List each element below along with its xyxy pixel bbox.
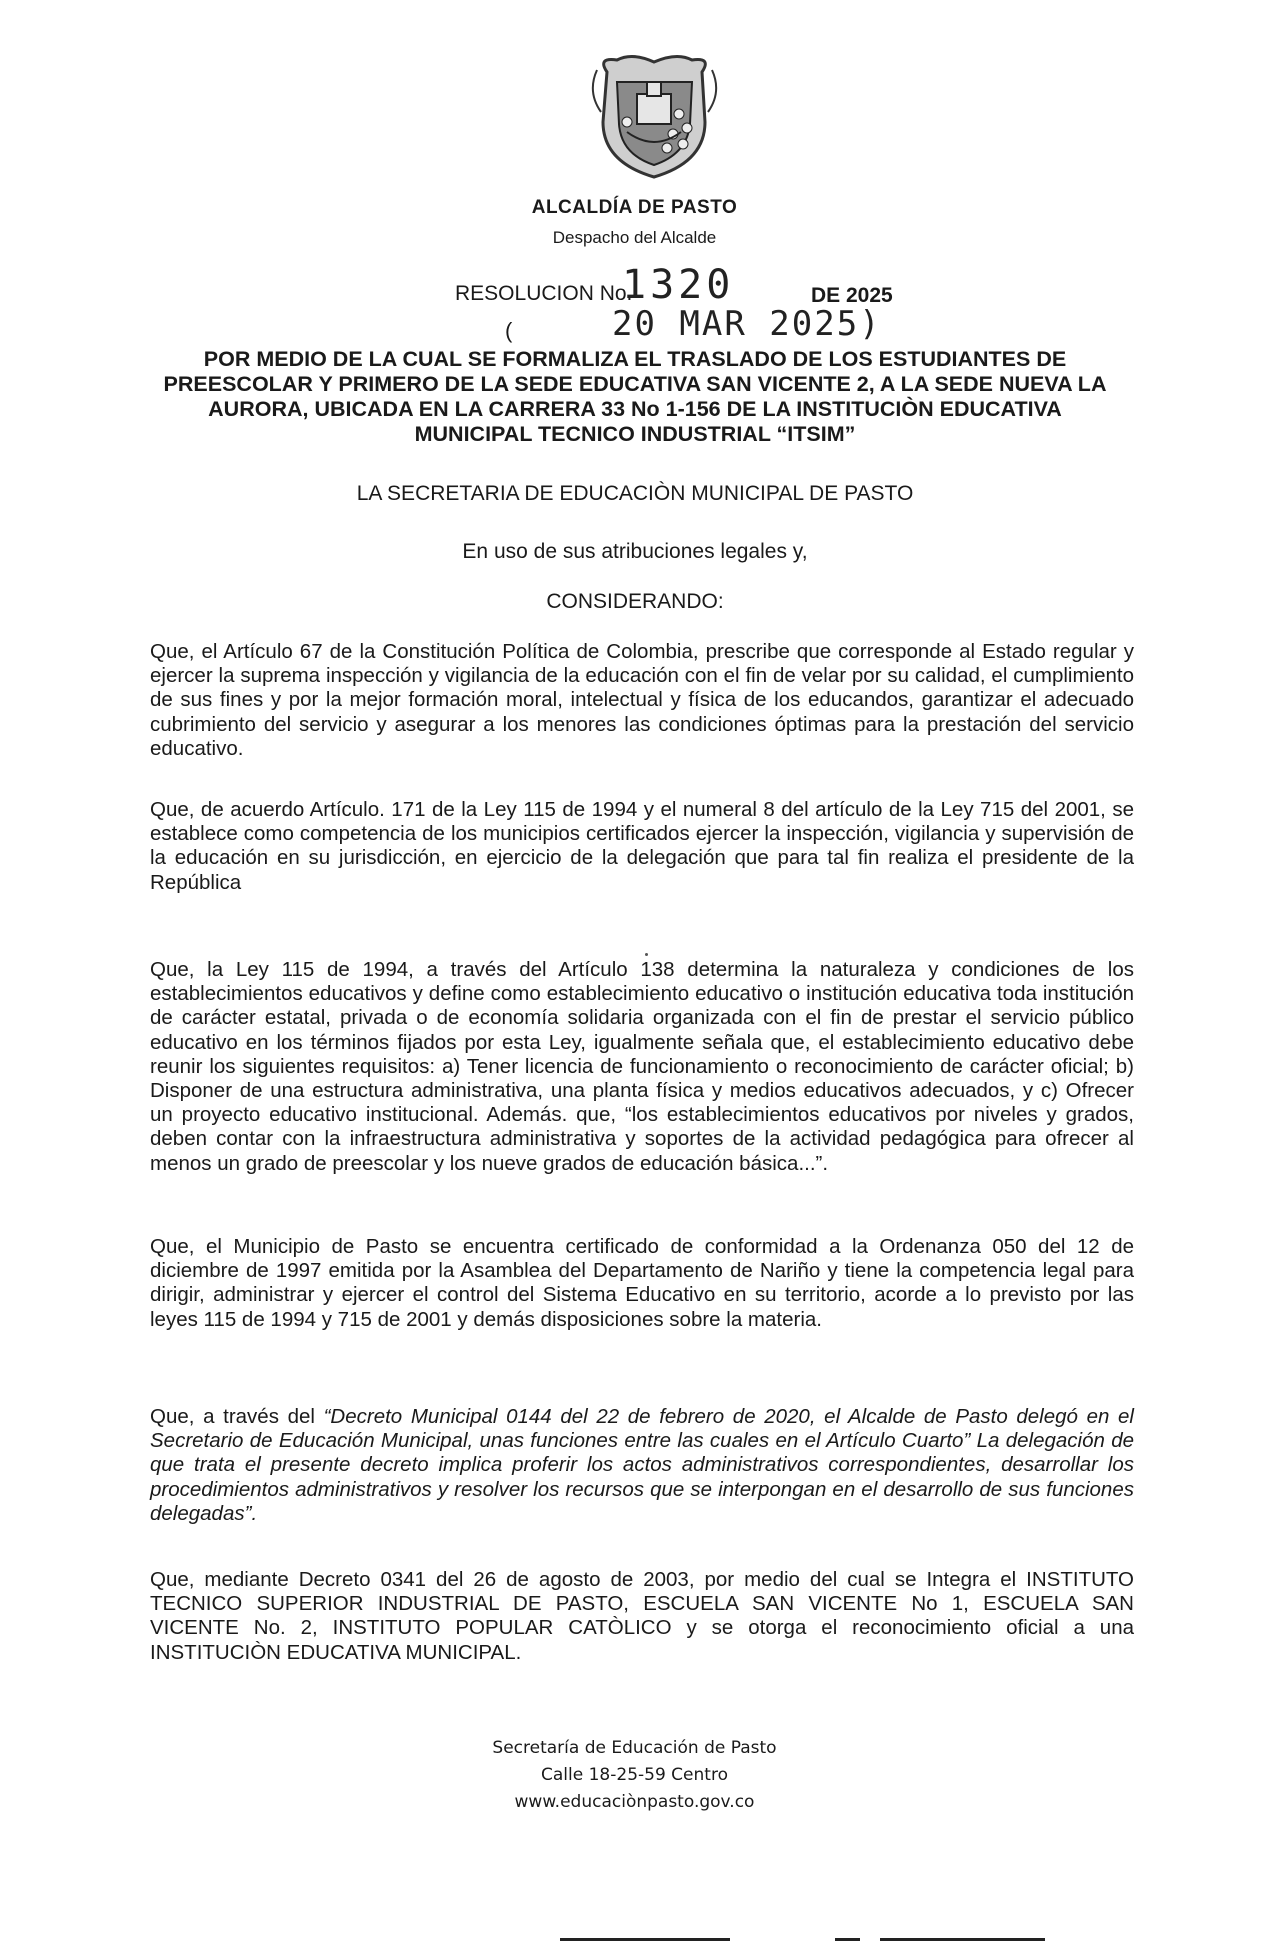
resolution-title: POR MEDIO DE LA CUAL SE FORMALIZA EL TRASLADO DE LOS ESTUDIANTES DE PREESCOLAR Y PRIMERO DE LA SEDE EDUCATIVA SAN VICENTE 2, A LA SEDE NUEVA LA AURORA, UBICADA EN LA CARRERA 33 No 1-156 DE LA INSTITUCIÒN EDUCATIVA MUNICIPAL TECNICO INDUSTRIAL “ITSIM” [163, 347, 1107, 446]
paragraph-6: Que, mediante Decreto 0341 del 26 de agosto de 2003, por medio del cual se Integra el INSTITUTO TECNICO SUPERIOR INDUSTRIAL DE PASTO, ESCUELA SAN VICENTE No 1, ESCUELA SAN VICENTE No. 2, INSTITUTO POPULAR CATÒLICO y se otorga el reconocimiento oficial a una INSTITUCIÒN EDUCATIVA MUNICIPAL. [150, 1568, 1134, 1664]
resolution-label: RESOLUCION No. [455, 282, 633, 305]
footer-office: Secretaría de Educación de Pasto [492, 1738, 777, 1758]
footer-website: www.educaciònpasto.gov.co [514, 1792, 755, 1812]
footer-address: Calle 18-25-59 Centro [541, 1765, 728, 1785]
resolution-year: DE 2025 [811, 284, 893, 307]
date-open-paren: ( [505, 318, 513, 343]
paragraph-5 [150, 1405, 1134, 1526]
bottom-rule [835, 1938, 860, 1941]
paragraph-5-lead: Que, a través del [150, 1405, 315, 1428]
issuing-authority: LA SECRETARIA DE EDUCACIÒN MUNICIPAL DE PASTO [356, 482, 914, 505]
paragraph-2: Que, de acuerdo Artículo. 171 de la Ley 115 de 1994 y el numeral 8 del artículo de la Ley 715 del 2001, se establece como competencia de los municipios certificados ejercer la inspección, vigilancia y supervisión de la educación en su jurisdicción, en ejercicio de la delegación que para tal fin realiza el presidente de la República [150, 798, 1134, 894]
coat-of-arms-icon [587, 52, 722, 182]
paragraph-5-quote: “Decreto Municipal 0144 del 22 de febrero de 2020, el Alcalde de Pasto delegó en el Secretario de Educación Municipal, unas funciones entre las cuales en el Artículo Cuarto” La delegación de que trata el presente decreto implica proferir los actos administrativos correspondientes, desarrollar los procedimientos administrativos y resolver los recursos que se interpongan en el desarrollo de sus funciones delegadas”. [150, 1405, 1134, 1525]
bottom-rule [560, 1938, 730, 1941]
powers-clause: En uso de sus atribuciones legales y, [462, 540, 808, 563]
paragraph-1: Que, el Artículo 67 de la Constitución Política de Colombia, prescribe que corresponde al Estado regular y ejercer la suprema inspección y vigilancia de la educación con el fin de velar por su calidad, el cumplimiento de sus fines y por la mejor formación moral, intelectual y física de los educandos, garantizar el adecuado cubrimiento del servicio y asegurar a los menores las condiciones óptimas para la prestación del servicio educativo. [150, 640, 1134, 760]
resolution-date-stamp: 20 MAR 2025) [612, 304, 882, 344]
considerando-heading: CONSIDERANDO: [546, 590, 724, 613]
org-name: ALCALDÍA DE PASTO [531, 197, 738, 218]
paragraph-4: Que, el Municipio de Pasto se encuentra certificado de conformidad a la Ordenanza 050 del 12 de diciembre de 1997 emitida por la Asamblea del Departamento de Nariño y tiene la competencia legal para dirigir, administrar y ejercer el control del Sistema Educativo en su territorio, acorde a lo previsto por las leyes 115 de 1994 y 715 de 2001 y demás disposiciones sobre la materia. [150, 1235, 1134, 1331]
paragraph-3: Que, la Ley 115 de 1994, a través del Artículo 138 determina la naturaleza y condiciones de los establecimientos educativos y define como establecimiento educativo o institución educativa toda institución de carácter estatal, privada o de economía solidaria organizada con el fin de prestar el servicio público educativo en los términos fijados por esta Ley, igualmente señala que, el establecimiento educativo debe reunir los siguientes requisitos: a) Tener licencia de funcionamiento o reconocimiento de carácter oficial; b) Disponer de una estructura administrativa, una planta física y medios educativos adecuados, y c) Ofrecer un proyecto educativo institucional. Además. que, “los establecimientos educativos por niveles y grados, deben contar con la infraestructura administrativa y soportes de la actividad pedagógica para ofrecer al menos un grado de preescolar y los nueve grados de educación básica...”. [150, 958, 1134, 1175]
bottom-rule [880, 1938, 1045, 1941]
scan-speck [645, 953, 648, 956]
org-subtitle: Despacho del Alcalde [552, 228, 717, 247]
resolution-number: 1320 [622, 262, 735, 308]
